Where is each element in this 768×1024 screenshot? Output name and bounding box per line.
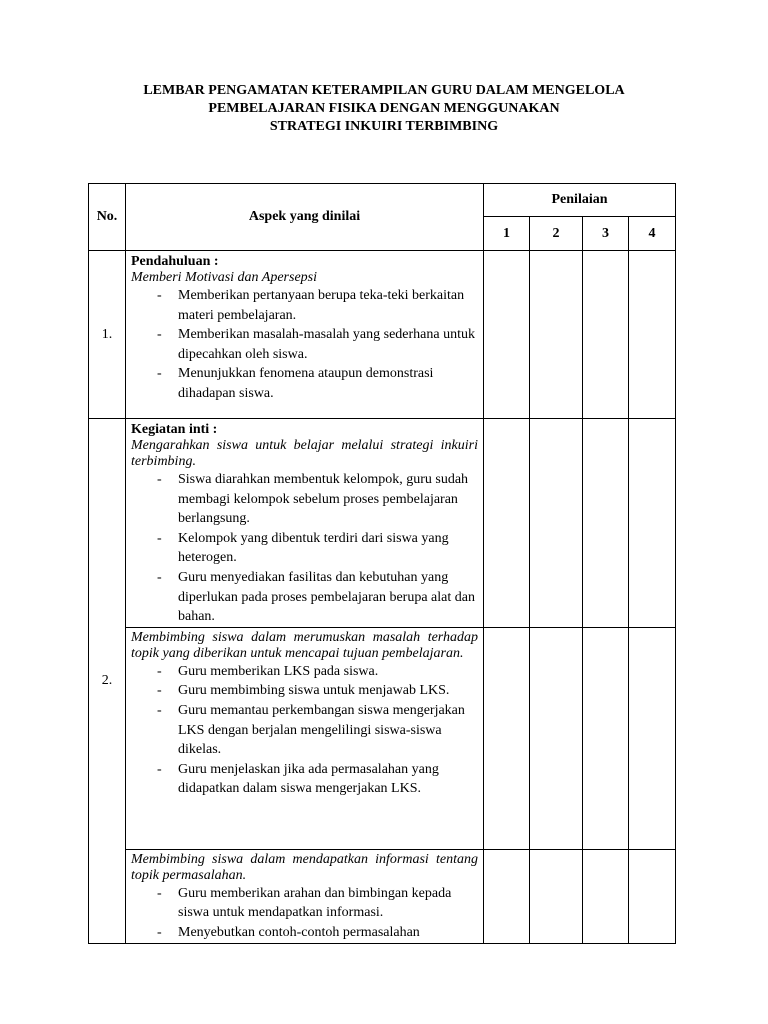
score-cell-2[interactable] <box>530 627 583 849</box>
score-header-2: 2 <box>530 217 583 251</box>
score-header-4: 4 <box>629 217 676 251</box>
score-header-3: 3 <box>583 217 629 251</box>
title-line-1: LEMBAR PENGAMATAN KETERAMPILAN GURU DALAM MENGELOLA <box>143 83 625 98</box>
list-item: - Guru menyediakan fasilitas dan kebutuhan yang diperlukan pada proses pembelajaran berupa alat dan bahan. <box>157 569 475 625</box>
list-item: - Memberikan pertanyaan berupa teka-teki berkaitan materi pembelajaran. <box>157 288 465 323</box>
list-item: - Menyebutkan contoh-contoh permasalahan <box>157 924 420 940</box>
score-cell-2[interactable] <box>530 849 583 943</box>
score-cell-3[interactable] <box>583 627 629 849</box>
list-item: - Menunjukkan fenomena ataupun demonstrasi dihadapan siswa. <box>157 366 434 401</box>
aspect-cell <box>126 627 484 849</box>
section-title: Kegiatan inti : <box>131 422 218 437</box>
aspect-list <box>131 470 478 627</box>
list-item: - Guru membimbing siswa untuk menjawab LKS. <box>157 683 450 699</box>
list-item: - Guru memantau perkembangan siswa mengerjakan LKS dengan berjalan mengelilingi siswa-siswa dikelas. <box>157 702 465 758</box>
score-cell-1[interactable] <box>484 251 530 419</box>
score-cell-4[interactable] <box>629 627 676 849</box>
list-item: - Guru memberikan LKS pada siswa. <box>157 663 379 679</box>
score-cell-3[interactable] <box>583 419 629 628</box>
score-cell-2[interactable] <box>530 419 583 628</box>
header-row <box>89 184 676 217</box>
score-cell-1[interactable] <box>484 419 530 628</box>
aspect-list <box>131 884 478 943</box>
header-aspek: Aspek yang dinilai <box>126 184 484 251</box>
title-line-2: PEMBELAJARAN FISIKA DENGAN MENGGUNAKAN <box>208 101 560 116</box>
list-item: - Kelompok yang dibentuk terdiri dari siswa yang heterogen. <box>157 530 449 566</box>
aspect-cell <box>126 251 484 419</box>
score-header-1: 1 <box>484 217 530 251</box>
score-cell-1[interactable] <box>484 627 530 849</box>
observation-table <box>88 183 676 944</box>
section-title: Pendahuluan : <box>131 254 219 269</box>
aspect-list <box>131 662 478 799</box>
table-row <box>89 849 676 943</box>
score-cell-2[interactable] <box>530 251 583 419</box>
aspect-cell <box>126 419 484 628</box>
title-line-3: STRATEGI INKUIRI TERBIMBING <box>269 119 499 134</box>
table-row <box>89 251 676 419</box>
score-cell-4[interactable] <box>629 849 676 943</box>
score-cell-3[interactable] <box>583 849 629 943</box>
row-number: 2. <box>89 419 126 944</box>
list-item: - Guru memberikan arahan dan bimbingan kepada siswa untuk mendapatkan informasi. <box>157 885 452 921</box>
header-penilaian: Penilaian <box>484 184 676 217</box>
list-item: - Siswa diarahkan membentuk kelompok, guru sudah membagi kelompok sebelum proses pembelajaran berlangsung. <box>157 472 469 527</box>
section-subtitle: Membimbing siswa dalam merumuskan masalah terhadap topik yang diberikan untuk mencapai tujuan pembelajaran. <box>131 629 478 661</box>
score-cell-1[interactable] <box>484 849 530 943</box>
list-item: - Guru menjelaskan jika ada permasalahan yang didapatkan dalam siswa mengerjakan LKS. <box>157 761 439 797</box>
list-item: - Memberikan masalah-masalah yang sederhana untuk dipecahkan oleh siswa. <box>157 327 476 362</box>
score-cell-3[interactable] <box>583 251 629 419</box>
section-subtitle: Memberi Motivasi dan Apersepsi <box>131 270 317 285</box>
score-cell-4[interactable] <box>629 251 676 419</box>
row-number: 1. <box>89 251 126 419</box>
document-title <box>0 82 768 136</box>
section-subtitle: Mengarahkan siswa untuk belajar melalui strategi inkuiri terbimbing. <box>131 438 478 469</box>
aspect-list <box>131 286 478 404</box>
header-no: No. <box>89 184 126 251</box>
score-cell-4[interactable] <box>629 419 676 628</box>
section-subtitle: Membimbing siswa dalam mendapatkan informasi tentang topik permasalahan. <box>131 851 478 883</box>
aspect-cell <box>126 849 484 943</box>
table-row <box>89 419 676 628</box>
table-row <box>89 627 676 849</box>
